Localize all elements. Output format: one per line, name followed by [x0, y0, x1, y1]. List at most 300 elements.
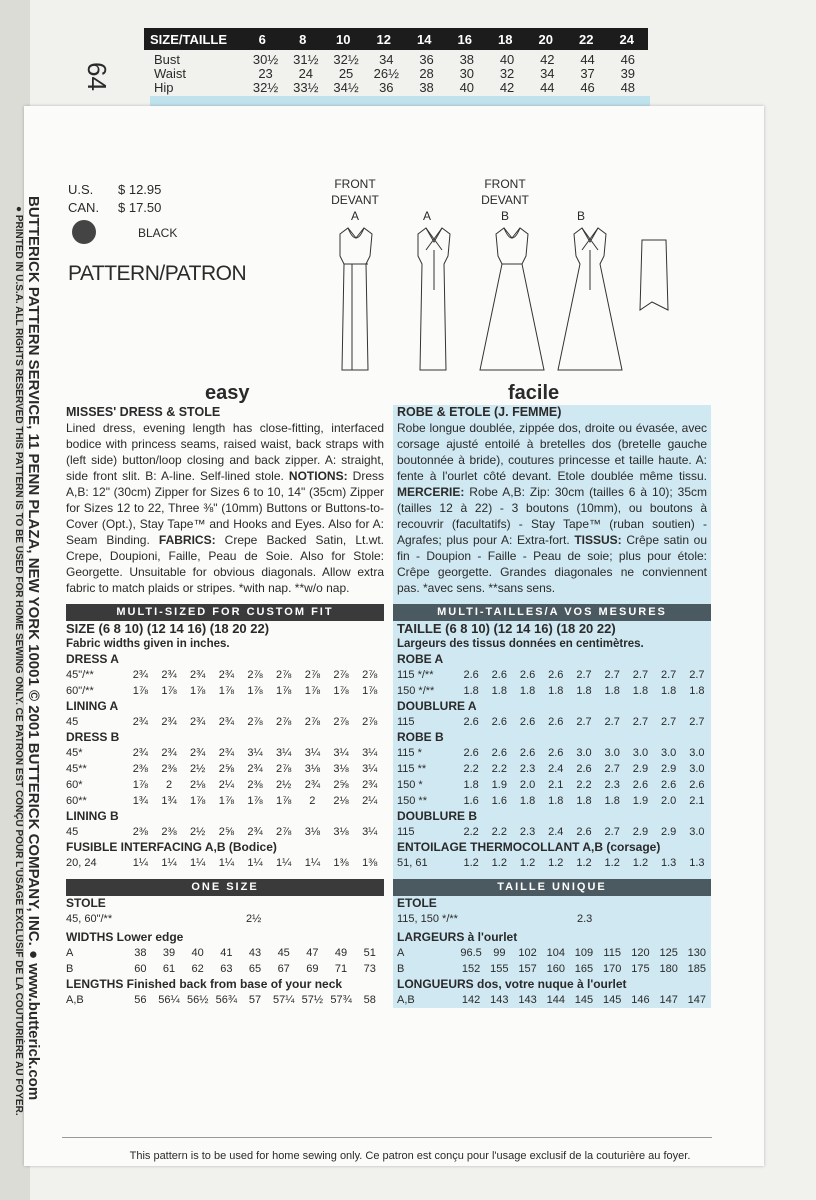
table-cell: 57¼ [272, 994, 295, 1006]
measurement-value: 30½ [252, 52, 279, 67]
table-cell: 3¼ [333, 747, 349, 759]
table-cell: 2.3 [519, 763, 536, 775]
table-cell: 2.3 [519, 826, 536, 838]
table-cell: 109 [574, 947, 594, 959]
table-cell: 2¾ [247, 763, 263, 775]
table-cell: 144 [546, 994, 565, 1006]
table-cell: 2¾ [218, 669, 234, 681]
table-cell: 2⅝ [333, 779, 349, 791]
french-onesize-bar: TAILLE UNIQUE [393, 879, 711, 896]
table-cell: 56½ [186, 994, 209, 1006]
table-cell: 61 [162, 963, 176, 975]
table-cell: 2¾ [218, 716, 234, 728]
table-cell: 63 [220, 963, 233, 975]
dress-a-front-drawing [340, 228, 372, 370]
table-cell: 1⅞ [190, 795, 206, 807]
table-row [393, 777, 711, 793]
row-key: 45 [66, 826, 79, 838]
table-row [66, 945, 384, 961]
row-key: 115 [397, 826, 415, 838]
measurement-row [144, 52, 648, 67]
table-cell: 2¾ [161, 669, 177, 681]
dress-b-front-drawing [480, 228, 544, 370]
table-cell: 2⅞ [247, 669, 263, 681]
measurement-value: 37 [580, 66, 595, 81]
table-cell: 142 [461, 994, 481, 1006]
table-cell: 2.9 [660, 763, 677, 775]
table-cell: 2⅜ [132, 763, 148, 775]
table-cell: 1¼ [132, 857, 148, 869]
measurement-value: 46 [580, 80, 595, 95]
table-cell: 2.2 [491, 826, 507, 838]
table-cell: 2.4 [548, 763, 564, 775]
can-price: $ 17.50 [118, 200, 162, 215]
lengths-title: LENGTHS Finished back from base of your neck [66, 977, 343, 991]
table-cell: 1¼ [190, 857, 206, 869]
table-cell: 2.6 [548, 669, 564, 681]
row-key: 45"/** [66, 669, 94, 681]
row-key: 150 ** [397, 795, 427, 807]
table-cell: 2.6 [491, 747, 507, 759]
table-cell: 1¼ [304, 857, 321, 869]
table-cell: 3⅛ [333, 763, 349, 775]
table-row [393, 824, 711, 840]
table-cell: 58 [363, 994, 376, 1006]
measurement-value: 25 [338, 66, 354, 81]
table-cell: 2.9 [660, 826, 677, 838]
table-cell: 3.0 [660, 747, 677, 759]
table-cell: 185 [687, 963, 707, 975]
table-cell: 2.9 [632, 826, 649, 838]
table-row [66, 761, 384, 777]
size-header-bar [144, 28, 648, 50]
table-cell: 2¾ [161, 747, 177, 759]
table-cell: 147 [659, 994, 678, 1006]
table-cell: 2.6 [463, 716, 479, 728]
table-cell: 1.8 [519, 685, 536, 697]
table-row [393, 793, 711, 809]
table-cell: 3¼ [362, 763, 378, 775]
measurement-value: 38 [459, 52, 475, 67]
row-key: 115 * [397, 747, 422, 759]
table-cell: 56¾ [215, 994, 238, 1006]
stole-row: 45, 60"/** 2½ [66, 913, 262, 925]
table-cell: 1¼ [276, 857, 292, 869]
group-title: FUSIBLE INTERFACING A,B (Bodice) [66, 840, 277, 854]
group-title: ROBE B [397, 730, 444, 744]
table-cell: 45 [277, 947, 290, 959]
table-cell: 143 [490, 994, 509, 1006]
table-cell: 67 [277, 963, 290, 975]
table-cell: 3⅛ [304, 763, 321, 775]
table-cell: 2.7 [689, 716, 705, 728]
table-cell: 2¾ [132, 669, 148, 681]
measurement-value: 23 [258, 66, 273, 81]
table-cell: 40 [191, 947, 204, 959]
table-cell: 145 [574, 994, 594, 1006]
table-cell: 1¾ [161, 795, 177, 807]
size-cell: 6 [258, 31, 266, 47]
french-description: Robe longue doublée, zippée dos, droite ou évasée, avec corsage ajusté entoilé à bretelles dos (bretelle gauche boutonnée à bride), coutures princesse et taille haute. A: fente à l'ourlet côté devant. Etole doublée même tissu. MERCERIE: Robe A,B: Zip: 30cm (tailles 6 à 10); 35cm (tailles 12 à 22) - 3 boutons (10mm), ou boutons à recouvrir (facultatifs) - Stay Tape™ (ruban soutien) - Agrafes; plus pour A: Extra-fort. TISSUS: Crêpe satin ou fin - Doupion - Faille - Peau de soie; plus pour étole: Crêpe georgette. Grandes diagonales ne conviennent pas. *avec sens. **sans sens. [397, 421, 707, 595]
table-cell: 125 [659, 947, 678, 959]
table-cell: 2⅞ [276, 669, 292, 681]
group-title: ENTOILAGE THERMOCOLLANT A,B (corsage) [397, 840, 661, 854]
table-cell: 2.6 [463, 747, 479, 759]
table-cell: 1⅞ [276, 795, 292, 807]
table-cell: 2.6 [519, 669, 536, 681]
table-cell: 2.6 [519, 716, 536, 728]
copyright-notice: ● PRINTED IN U.S.A. ALL RIGHTS RESERVED THIS PATTERN IS TO BE USED FOR HOME SEWING ONLY. CE PATRON EST CONÇU POUR L'USAGE EXCLUSIF DE LA COUTURIÈRE AU FOYER. [13, 206, 24, 1116]
table-cell: 3¼ [276, 747, 292, 759]
table-cell: 1.2 [548, 857, 564, 869]
table-cell: 2¾ [362, 779, 378, 791]
table-cell: 2¾ [304, 779, 321, 791]
table-cell: 2.6 [548, 716, 564, 728]
table-cell: 170 [603, 963, 622, 975]
publisher-address: BUTTERICK PATTERN SERVICE, 11 PENN PLAZA, NEW YORK 10001 © 2001 BUTTERICK COMPANY, INC. ● www.butterick.com [25, 196, 42, 1101]
table-cell: 2⅞ [276, 716, 292, 728]
table-cell: 41 [220, 947, 233, 959]
measurement-value: 32 [499, 66, 515, 81]
table-cell: 2.7 [604, 826, 620, 838]
table-cell: 2.7 [632, 716, 649, 728]
table-cell: 51 [363, 947, 376, 959]
stole-drawing [640, 240, 668, 310]
table-cell: 2.6 [660, 779, 677, 791]
table-cell: 1.8 [632, 685, 649, 697]
table-cell: 155 [490, 963, 509, 975]
french-size-line: TAILLE (6 8 10) (12 14 16) (18 20 22) [397, 621, 616, 636]
table-cell: 2½ [190, 763, 206, 775]
table-cell: 180 [659, 963, 678, 975]
table-row [66, 793, 384, 809]
table-cell: 1¼ [247, 857, 263, 869]
row-key: A,B [397, 994, 415, 1006]
group-title: ROBE A [397, 652, 444, 666]
table-row [393, 745, 711, 761]
measurement-row [144, 66, 648, 81]
view-label-3: FRONT DEVANT B [481, 177, 529, 223]
table-cell: 1¼ [218, 857, 234, 869]
measurement-label: Bust [154, 52, 181, 67]
table-cell: 2⅜ [247, 779, 263, 791]
table-cell: 1.8 [519, 795, 536, 807]
table-cell: 1.8 [689, 685, 705, 697]
measurement-value: 34½ [333, 80, 359, 95]
table-cell: 3¼ [304, 747, 321, 759]
table-cell: 2½ [276, 779, 292, 791]
table-cell: 1.8 [576, 685, 592, 697]
us-price: $ 12.95 [118, 182, 162, 197]
table-row [393, 961, 711, 977]
table-cell: 2¾ [132, 747, 148, 759]
table-cell: 2.7 [604, 763, 620, 775]
table-cell: 2¾ [247, 826, 263, 838]
table-cell: 2.4 [548, 826, 564, 838]
table-cell: 2⅞ [362, 716, 378, 728]
table-cell: 2¼ [218, 779, 234, 791]
measurement-value: 39 [620, 66, 636, 81]
table-cell: 69 [306, 963, 319, 975]
row-key: 51, 61 [397, 857, 428, 869]
row-key: 115 ** [397, 763, 427, 775]
table-cell: 115 [603, 947, 621, 959]
measurement-value: 31½ [293, 52, 319, 67]
size-cell: 16 [457, 31, 472, 47]
table-cell: 1⅞ [247, 685, 263, 697]
table-cell: 3.0 [689, 747, 705, 759]
table-cell: 2.1 [548, 779, 564, 791]
table-cell: 99 [493, 947, 506, 959]
table-cell: 1.6 [463, 795, 479, 807]
measurement-value: 26½ [373, 66, 399, 81]
table-row [66, 777, 384, 793]
table-cell: 1⅜ [333, 857, 349, 869]
table-cell: 2.6 [491, 669, 507, 681]
french-width-note: Largeurs des tissus données en centimètres. [397, 638, 644, 650]
table-cell: 1¾ [132, 795, 148, 807]
table-cell: 57¾ [330, 994, 352, 1006]
table-row [66, 667, 384, 683]
size-cell: 24 [619, 31, 634, 47]
row-key: 60"/** [66, 685, 94, 697]
table-cell: 2⅛ [190, 779, 206, 791]
table-cell: 2¾ [190, 716, 206, 728]
can-label: CAN. [68, 200, 100, 215]
table-cell: 1.8 [463, 685, 479, 697]
table-row [393, 683, 711, 699]
row-key: 115 [397, 716, 415, 728]
table-cell: 1⅞ [362, 685, 378, 697]
table-cell: 2⅝ [218, 763, 234, 775]
table-cell: 1.2 [576, 857, 592, 869]
table-row [393, 714, 711, 730]
table-cell: 3.0 [604, 747, 620, 759]
table-row [393, 945, 711, 961]
table-cell: 1.8 [576, 795, 592, 807]
row-key: B [66, 963, 74, 975]
row-key: B [397, 963, 405, 975]
largeurs-title: LARGEURS à l'ourlet [397, 930, 518, 944]
table-cell: 1.6 [491, 795, 507, 807]
table-cell: 2.7 [660, 669, 677, 681]
table-cell: 3¼ [247, 747, 263, 759]
technical-drawings [300, 220, 700, 385]
table-cell: 2.7 [660, 716, 677, 728]
table-cell: 2⅞ [276, 826, 292, 838]
table-cell: 1.8 [604, 685, 620, 697]
table-row [393, 761, 711, 777]
table-cell: 2⅞ [333, 669, 349, 681]
table-cell: 130 [687, 947, 707, 959]
table-cell: 57½ [301, 994, 324, 1006]
table-cell: 104 [546, 947, 565, 959]
table-cell: 2.2 [463, 763, 479, 775]
right-heading: facile [508, 382, 560, 404]
english-width-note: Fabric widths given in inches. [66, 638, 230, 650]
widths-title: WIDTHS Lower edge [66, 930, 184, 944]
measurement-value: 44 [540, 80, 555, 95]
table-cell: 2.7 [576, 669, 592, 681]
table-cell: 2¾ [190, 669, 206, 681]
table-cell: 1.8 [660, 685, 677, 697]
table-row [393, 667, 711, 683]
measurement-value: 34 [379, 52, 394, 67]
measurement-value: 36 [419, 52, 434, 67]
measurement-value: 36 [379, 80, 394, 95]
measurement-label: Hip [154, 80, 174, 95]
table-cell: 3⅛ [304, 826, 321, 838]
table-cell: 1⅜ [362, 857, 378, 869]
table-cell: 2 [309, 795, 316, 807]
row-key: 60** [66, 795, 87, 807]
longueurs-title: LONGUEURS dos, votre nuque à l'ourlet [397, 977, 627, 991]
row-key: 45 [66, 716, 79, 728]
table-cell: 38 [134, 947, 147, 959]
table-row [393, 992, 711, 1008]
table-row [393, 855, 711, 871]
measurement-value: 46 [620, 52, 636, 67]
row-key: 45** [66, 763, 87, 775]
table-cell: 1.8 [491, 685, 507, 697]
color-label: BLACK [138, 226, 178, 240]
measurement-value: 34 [540, 66, 555, 81]
table-cell: 1.2 [463, 857, 479, 869]
table-cell: 147 [687, 994, 707, 1006]
measurement-value: 40 [459, 80, 475, 95]
table-cell: 2¾ [218, 747, 234, 759]
table-cell: 2.1 [689, 795, 705, 807]
table-cell: 1.8 [548, 795, 564, 807]
table-row [66, 745, 384, 761]
color-swatch [72, 220, 96, 244]
etole-label: ETOLE [397, 896, 437, 910]
table-cell: 3.0 [689, 826, 705, 838]
table-cell: 1⅞ [161, 685, 177, 697]
english-title: MISSES' DRESS & STOLE [66, 405, 221, 419]
table-cell: 175 [631, 963, 650, 975]
table-cell: 1⅞ [333, 685, 349, 697]
table-cell: 2.7 [632, 669, 649, 681]
table-cell: 3¼ [362, 826, 378, 838]
table-cell: 2¼ [362, 795, 378, 807]
table-cell: 2.7 [576, 716, 592, 728]
table-row [66, 855, 384, 871]
table-cell: 56¼ [158, 994, 180, 1006]
english-onesize-bar: ONE SIZE [66, 879, 384, 896]
size-cell: 18 [498, 31, 513, 47]
row-key: 60* [66, 779, 83, 791]
dress-a-back-drawing [418, 228, 450, 370]
table-cell: 2¾ [161, 716, 177, 728]
table-cell: 2¾ [190, 747, 206, 759]
table-cell: 1⅞ [190, 685, 206, 697]
table-cell: 1⅞ [132, 685, 148, 697]
table-cell: 152 [461, 963, 481, 975]
size-header-label: SIZE/TAILLE [150, 31, 228, 47]
measurement-value: 24 [298, 66, 314, 81]
table-cell: 1.9 [632, 795, 649, 807]
measurement-value: 42 [540, 52, 555, 67]
table-cell: 2½ [190, 826, 206, 838]
table-cell: 57 [248, 994, 262, 1006]
french-multisize-bar: MULTI-TAILLES/A VOS MESURES [393, 604, 711, 621]
table-cell: 56 [134, 994, 147, 1006]
table-cell: 2.6 [463, 669, 479, 681]
footer-divider [62, 1137, 712, 1138]
table-cell: 2.3 [604, 779, 620, 791]
row-key: A [66, 947, 74, 959]
stole-label: STOLE [66, 896, 106, 910]
french-column [393, 405, 711, 1008]
measurement-row [144, 80, 648, 95]
measurement-label: Waist [154, 66, 187, 81]
measurement-value: 40 [499, 52, 515, 67]
table-cell: 1.2 [519, 857, 536, 869]
row-key: 20, 24 [66, 857, 97, 869]
left-heading: easy [205, 382, 250, 404]
table-cell: 2⅞ [362, 669, 378, 681]
table-cell: 1.8 [463, 779, 479, 791]
group-title: DOUBLURE B [397, 809, 477, 823]
measurement-value: 32½ [252, 80, 279, 95]
table-cell: 146 [631, 994, 650, 1006]
table-cell: 39 [162, 947, 176, 959]
row-key: 150 * [397, 779, 423, 791]
table-cell: 2.9 [632, 763, 649, 775]
measurement-value: 44 [580, 52, 595, 67]
table-cell: 3.0 [689, 763, 705, 775]
table-cell: 73 [363, 963, 376, 975]
table-cell: 71 [334, 963, 348, 975]
table-cell: 2.2 [463, 826, 479, 838]
measurement-value: 38 [419, 80, 434, 95]
group-title: LINING B [66, 809, 119, 823]
table-cell: 145 [603, 994, 622, 1006]
measurement-value: 48 [620, 80, 636, 95]
size-cell: 14 [417, 31, 432, 47]
size-cell: 8 [299, 31, 307, 47]
table-row [66, 961, 384, 977]
english-column [66, 405, 384, 1008]
table-cell: 2⅞ [304, 669, 321, 681]
us-label: U.S. [68, 182, 94, 197]
size-cell: 20 [538, 31, 553, 47]
table-cell: 2.6 [491, 716, 507, 728]
measurement-value: 30 [459, 66, 475, 81]
size-cell: 12 [376, 31, 391, 47]
measurement-value: 28 [419, 66, 434, 81]
table-cell: 2⅜ [161, 763, 177, 775]
table-cell: 47 [306, 947, 319, 959]
table-cell: 2.2 [576, 779, 592, 791]
table-cell: 3¼ [362, 747, 378, 759]
pattern-number: 64 [82, 62, 112, 91]
table-cell: 2.6 [576, 763, 592, 775]
table-cell: 102 [518, 947, 537, 959]
table-cell: 2¾ [132, 716, 148, 728]
table-cell: 1.9 [491, 779, 507, 791]
table-cell: 2⅞ [276, 763, 292, 775]
table-cell: 3.0 [632, 747, 649, 759]
table-cell: 60 [134, 963, 147, 975]
table-cell: 2.7 [604, 716, 620, 728]
table-cell: 160 [546, 963, 565, 975]
measurement-value: 42 [499, 80, 515, 95]
pattern-label: PATTERN/PATRON [68, 262, 247, 285]
group-title: DRESS A [66, 652, 119, 666]
table-cell: 1.3 [660, 857, 677, 869]
